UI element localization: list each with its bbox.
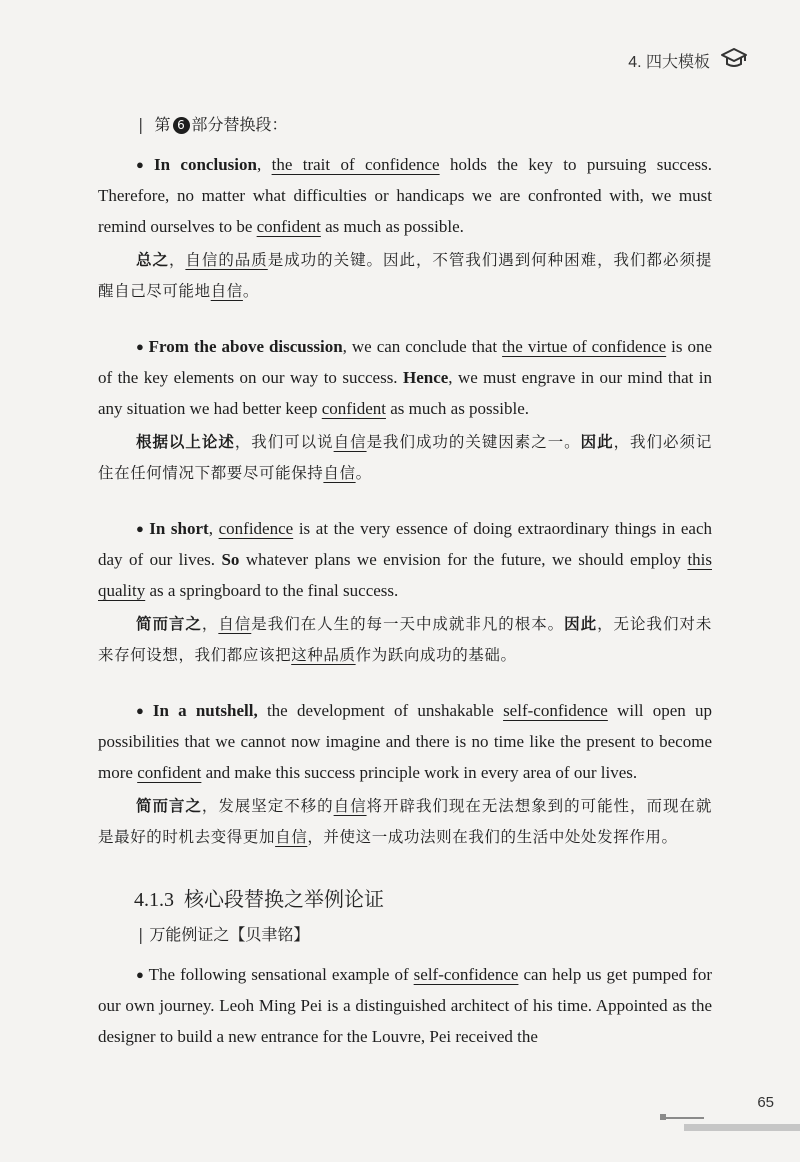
graduation-cap-icon [720, 46, 748, 75]
chapter-title: 4. 四大模板 [628, 54, 710, 71]
page-content [98, 112, 712, 1052]
footer-decoration [662, 1117, 704, 1119]
example-paragraph: ● The following sensational example of self-confidence can help us get pumped for our own journey. Leoh Ming Pei is a distinguished architect of his time. Appointed as the designer to build a new entrance for the Louvre, Pei received the [98, 965, 712, 1046]
paragraph-4 [98, 695, 712, 853]
paragraph-3 [98, 513, 712, 671]
chinese-translation: 简而言之，发展坚定不移的自信将开辟我们现在无法想象到的可能性，而现在就是最好的时机去变得更加自信，并使这一成功法则在我们的生活中处处发挥作用。 [98, 796, 712, 846]
english-text: ● From the above discussion, we can conclude that the virtue of confidence is one of the key elements on our way to success. Hence, we must engrave in our mind that in any situation we had better keep confident as much as possible. [98, 337, 712, 418]
paragraph-2 [98, 331, 712, 489]
chinese-translation: 简而言之，自信是我们在人生的每一天中成就非凡的根本。因此，无论我们对未来存何设想，我们都应该把这种品质作为跃向成功的基础。 [98, 614, 712, 664]
chinese-translation: 总之，自信的品质是成功的关键。因此，不管我们遇到何种困难，我们都必须提醒自己尽可能地自信。 [98, 250, 712, 300]
running-header [628, 46, 748, 75]
page-number: 65 [757, 1094, 774, 1111]
example-heading: | 万能例证之【贝聿铭】 [138, 925, 310, 944]
paragraph-1 [98, 149, 712, 307]
english-text: ● In a nutshell, the development of unshakable self-confidence will open up possibilities that we cannot now imagine and there is no time like the present to become more confident and make this success principle work in every area of our lives. [98, 701, 713, 782]
number-badge: 6 [173, 117, 190, 134]
chinese-translation: 根据以上论述，我们可以说自信是我们成功的关键因素之一。因此，我们必须记住在任何情况下都要尽可能保持自信。 [98, 432, 712, 482]
section-heading: 4.1.3 核心段替换之举例论证 [134, 887, 384, 911]
sub-heading: | 第 6 部分替换段： [138, 115, 288, 134]
english-text: ● In conclusion, the trait of confidence holds the key to pursuing success. Therefore, no matter what difficulties or handicaps we are confronted with, we must remind ourselves to be confident as much as possible. [98, 155, 713, 236]
footer-decoration [684, 1124, 800, 1131]
english-text: ● In short, confidence is at the very essence of doing extraordinary things in each day of our lives. So whatever plans we envision for the future, we should employ this quality as a springboard to the final success. [98, 519, 712, 600]
